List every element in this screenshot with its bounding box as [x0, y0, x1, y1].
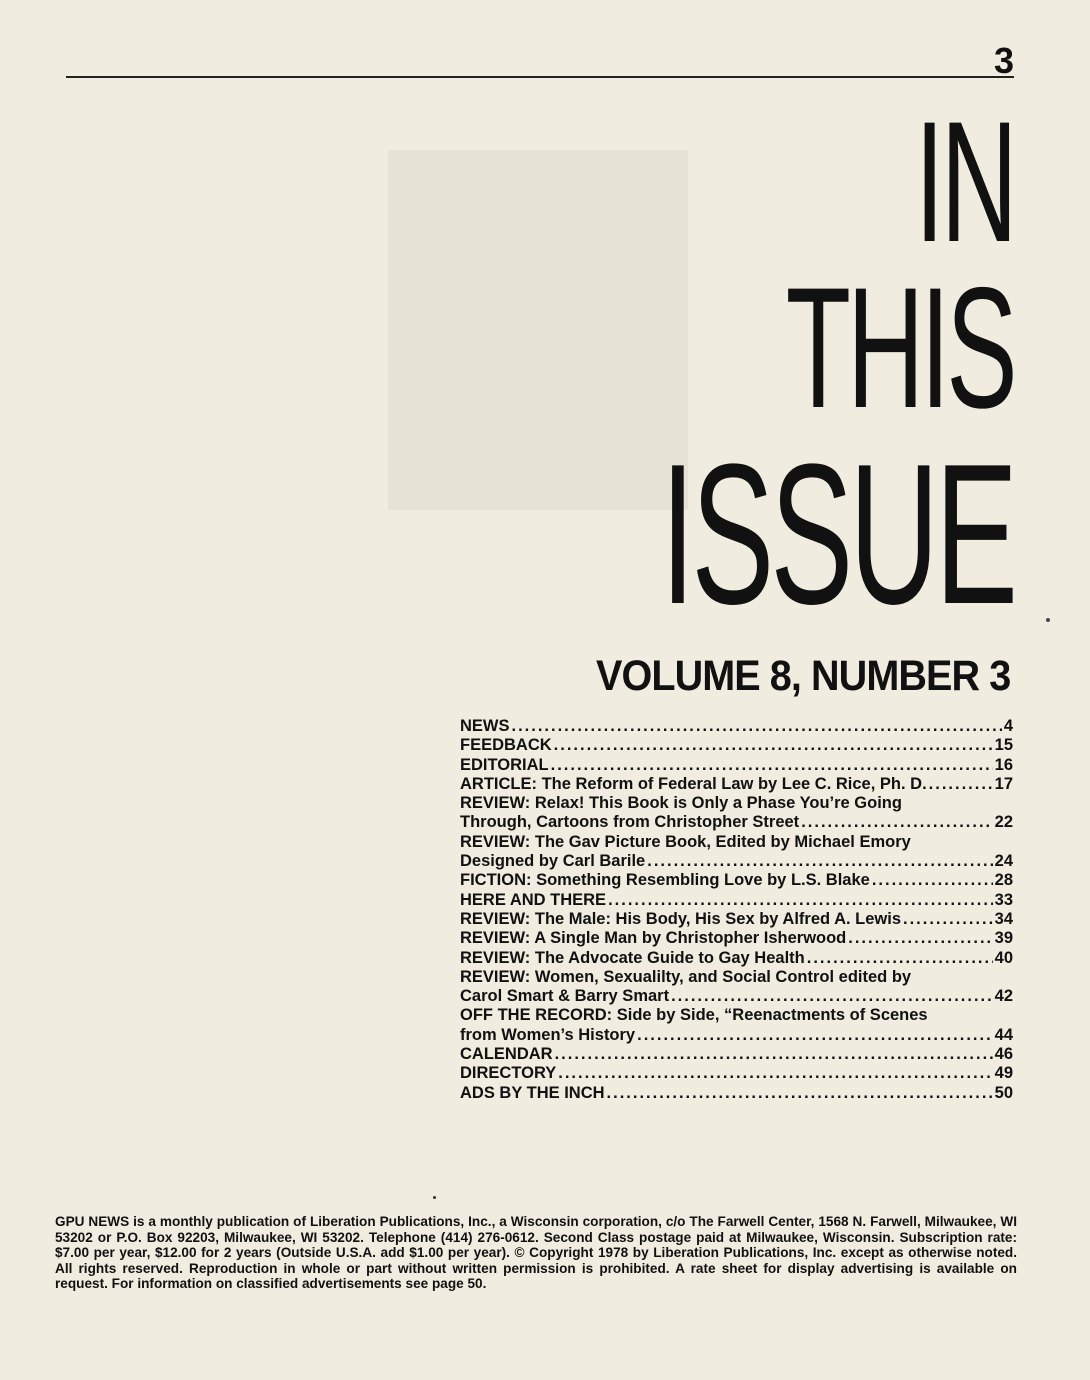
title-line-issue: ISSUE [660, 423, 1014, 646]
toc-leader [607, 1084, 993, 1103]
toc-label-cont: from Women’s History [460, 1025, 636, 1044]
toc-leader [671, 987, 993, 1006]
toc-page: 17 [994, 774, 1013, 793]
toc-page: 44 [994, 1025, 1013, 1044]
toc-label: REVIEW: The Advocate Guide to Gay Health [460, 948, 805, 967]
toc-page: 24 [994, 852, 1013, 871]
toc-page: 39 [994, 929, 1013, 948]
toc-label: REVIEW: The Male: His Body, His Sex by Alfred A. Lewis [460, 909, 902, 928]
toc-item [460, 1006, 1013, 1045]
toc-label: ADS BY THE INCH [460, 1083, 605, 1102]
toc-label: CALENDAR [460, 1045, 553, 1064]
title-line-this: THIS [785, 252, 1014, 444]
toc-leader [608, 891, 993, 910]
toc-label: HERE AND THERE [460, 890, 607, 909]
page-number: 3 [993, 40, 1014, 81]
toc-label: ARTICLE: The Reform of Federal Law by Lee C. Rice, Ph. D. [460, 774, 927, 793]
toc-item [460, 736, 1013, 755]
toc-label-cont: Designed by Carl Barile [460, 852, 646, 871]
toc-leader [848, 929, 992, 948]
toc-item [460, 910, 1013, 929]
title-line-in: IN [914, 86, 1014, 278]
toc-item [460, 949, 1013, 968]
volume-heading: VOLUME 8, NUMBER 3 [595, 652, 1010, 700]
toc-item [460, 794, 1013, 833]
toc-leader [801, 813, 992, 832]
bleed-through-photo [388, 150, 688, 510]
toc-page: 46 [994, 1045, 1013, 1064]
toc-label-cont: Through, Cartoons from Christopher Street [460, 813, 800, 832]
ink-speck [433, 1196, 436, 1199]
toc-leader [558, 1064, 992, 1083]
toc-leader [551, 756, 993, 775]
toc-leader [807, 949, 993, 968]
toc-item [460, 833, 1013, 872]
top-rule [66, 76, 1014, 78]
publication-masthead: GPU NEWS is a monthly publication of Liberation Publications, Inc., a Wisconsin corporation, c/o The Farwell Center, 1568 N. Farwell, Milwaukee, WI 53202 or P.O. Box 92203, Milwaukee, WI 53202. Telephone (414) 276-0612. Second Class postage paid at Milwaukee, Wisconsin. Subscription rate: $7.00 per year, $12.00 for 2 years (Outside U.S.A. add $1.00 per year). © Copyright 1978 by Liberation Publications, Inc. except as otherwise noted. All rights reserved. Reproduction in whole or part without written permission is prohibited. A rate sheet for display advertising is available on request. For information on classified advertisements see page 50. [55, 1214, 1017, 1292]
toc-page: 40 [994, 948, 1013, 967]
toc-page: 28 [994, 871, 1013, 890]
toc-label: REVIEW: Relax! This Book is Only a Phase You’re Going [460, 794, 902, 813]
toc-leader [512, 717, 1002, 736]
toc-item [460, 717, 1013, 736]
table-of-contents [460, 717, 1013, 1103]
toc-leader [554, 736, 993, 755]
toc-label: EDITORIAL [460, 755, 549, 774]
toc-leader [872, 871, 993, 890]
toc-page: 4 [1003, 717, 1013, 735]
toc-page: 16 [994, 755, 1013, 774]
toc-item [460, 1064, 1013, 1083]
toc-item [460, 775, 1013, 794]
toc-leader [647, 852, 992, 871]
toc-leader [903, 910, 993, 929]
toc-item [460, 929, 1013, 948]
toc-label: OFF THE RECORD: Side by Side, “Reenactments of Scenes [460, 1006, 928, 1025]
toc-leader [637, 1026, 993, 1045]
toc-item [460, 756, 1013, 775]
toc-page: 34 [994, 909, 1013, 928]
toc-leader [555, 1045, 993, 1064]
toc-label: NEWS [460, 717, 510, 735]
toc-item [460, 1084, 1013, 1103]
toc-label: FEEDBACK [460, 736, 552, 755]
toc-page: 49 [994, 1064, 1013, 1083]
ink-speck [1046, 618, 1050, 622]
toc-page: 15 [994, 736, 1013, 755]
toc-label: DIRECTORY [460, 1064, 557, 1083]
toc-leader [929, 775, 993, 794]
toc-page: 42 [994, 987, 1013, 1006]
toc-item [460, 1045, 1013, 1064]
toc-label: REVIEW: A Single Man by Christopher Isherwood [460, 929, 847, 948]
toc-page: 50 [994, 1083, 1013, 1102]
toc-label: FICTION: Something Resembling Love by L.S. Blake [460, 871, 870, 890]
toc-item [460, 891, 1013, 910]
toc-label-cont: Carol Smart & Barry Smart [460, 987, 670, 1006]
toc-page: 33 [994, 890, 1013, 909]
toc-item [460, 968, 1013, 1007]
toc-item [460, 871, 1013, 890]
toc-label: REVIEW: Women, Sexualilty, and Social Control edited by [460, 967, 912, 986]
toc-page: 22 [994, 813, 1013, 832]
toc-label: REVIEW: The Gav Picture Book, Edited by Michael Emory [460, 832, 911, 851]
